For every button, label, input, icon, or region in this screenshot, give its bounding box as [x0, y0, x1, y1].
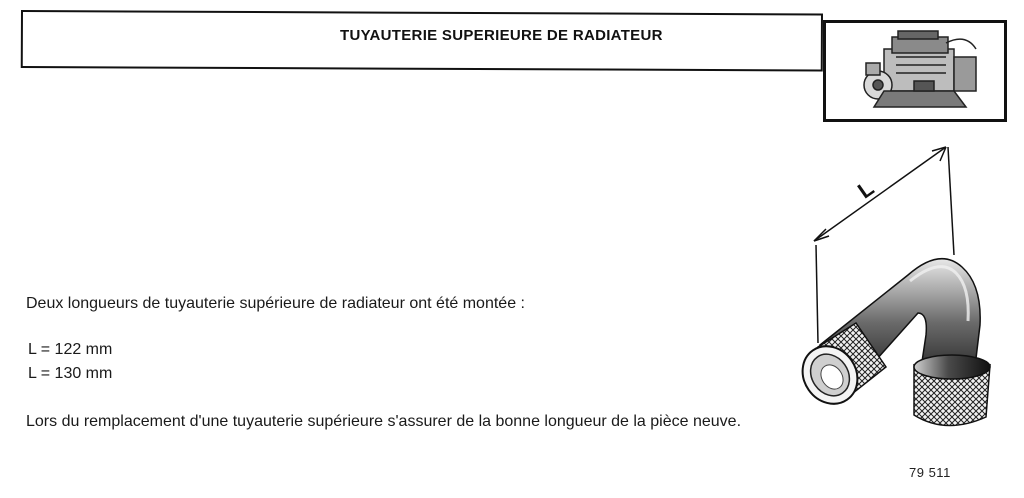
length-value-2: L = 130 mm: [28, 365, 113, 382]
hose-diagram: [790, 135, 1010, 440]
radiator-hose-icon: [791, 259, 990, 426]
length-value-1: L = 122 mm: [28, 341, 113, 358]
engine-icon: [826, 23, 1004, 119]
engine-thumbnail: [823, 20, 1007, 122]
page-title: TUYAUTERIE SUPERIEURE DE RADIATEUR: [340, 27, 663, 44]
replacement-note: Lors du remplacement d'une tuyauterie supérieure s'assurer de la bonne longueur de la pièce neuve.: [26, 413, 742, 430]
intro-text: Deux longueurs de tuyauterie supérieure de radiateur ont été montée :: [26, 295, 525, 312]
reference-number: 79 511: [909, 465, 951, 480]
dimension-label: L: [853, 175, 879, 204]
